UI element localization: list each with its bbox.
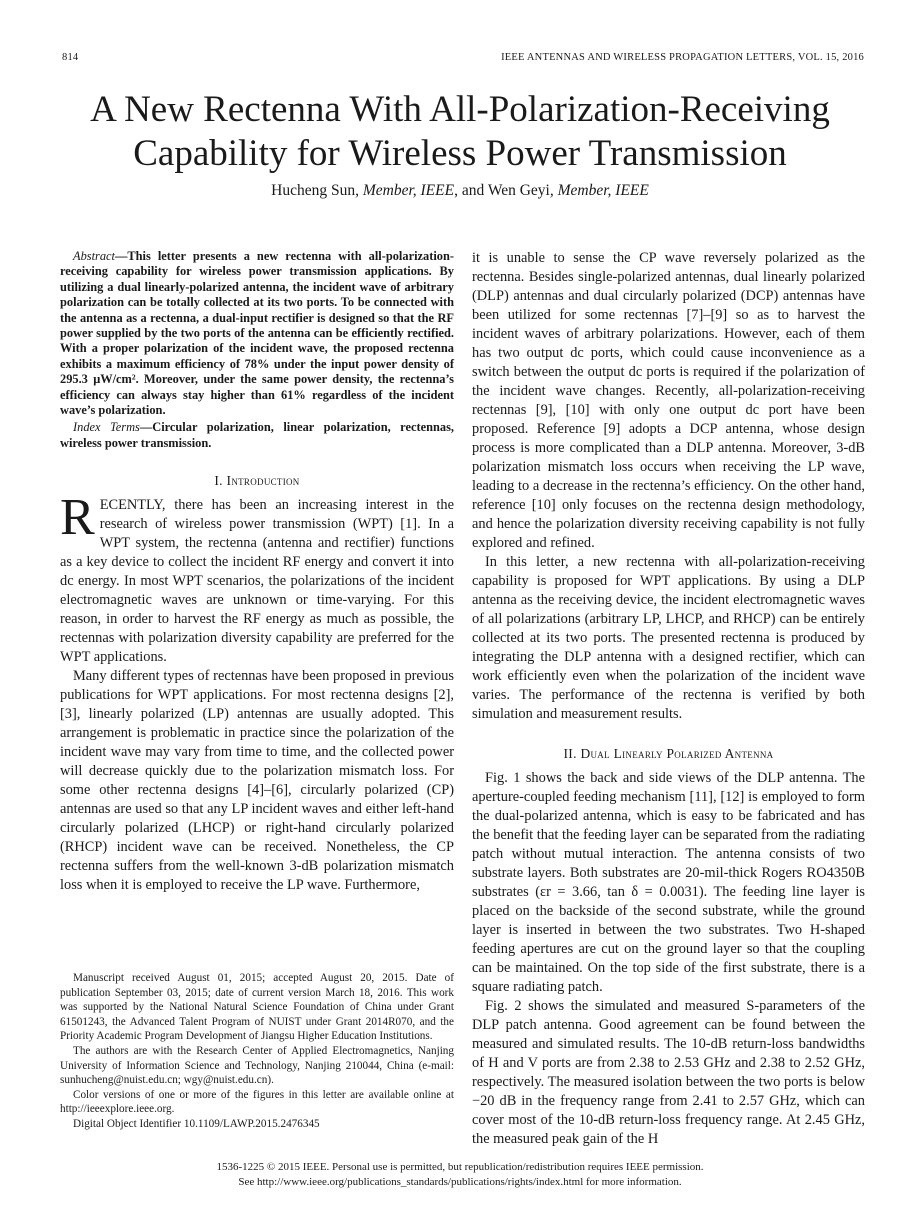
title-line-1: A New Rectenna With All-Polarization-Receiving: [90, 89, 830, 130]
intro-paragraph-2: Many different types of rectennas have been proposed in previous publications for WPT applications. For most rectenna designs [2], [3], linearly polarized (LP) antennas are usually adopted. This arrangement is problematic in practice since the polarization of the incident wave may vary from time to time, and the collected power will decrease quickly due to the polarization mismatch loss. For some other rectenna designs [4]–[6], circularly polarized (CP) antennas are used so that any LP incident waves and either left-hand circularly polarized (LHCP) or right-hand circularly polarized (RHCP) incident wave can be received. Nonetheless, the CP rectenna suffers from the well-known 3-dB polarization mismatch loss when it is employed to receive the LP wave. Furthermore,: [60, 668, 454, 894]
intro-paragraph-3: it is unable to sense the CP wave reversely polarized as the rectenna. Besides single-polarized antennas, dual linearly polarized (DLP) antennas and dual circularly polarized (DCP) antennas have been utilized for some rectennas [7]–[9] so as to harvest the incident waves of arbitrary polarizations. However, each of them has two output dc ports, which could cause inconvenience as a switch between the output dc ports is required if the polarization of the incident wave changes. Recently, all-polarization-receiving rectennas [9], [10] with only one output dc port have been proposed. Reference [9] adopts a DCP antenna, whose design process is more complicated than a DLP antenna. Moreover, 3-dB polarization mismatch loss occurs when receiving the LP wave, leading to a decrease in the rectenna’s efficiency. On the other hand, reference [10] only focuses on the rectenna design methodology, and hence the polarization diversity receiving capability is not fully explored and refined.: [472, 250, 865, 551]
section-1-heading: I. Introduction: [214, 473, 300, 489]
index-terms: [60, 420, 454, 451]
left-column: [60, 249, 454, 895]
copyright-line-1: 1536-1225 © 2015 IEEE. Personal use is permitted, but republication/redistribution requires IEEE permission.: [216, 1161, 704, 1173]
author-and: , and: [454, 182, 488, 199]
copyright-line-2: See http://www.ieee.org/publications_standards/publications/rights/index.html for more information.: [238, 1176, 682, 1188]
index-terms-label: Index Terms: [73, 420, 140, 435]
intro-paragraph-1-text: ECENTLY, there has been an increasing interest in the research of wireless power transmission (WPT) [1]. In a WPT system, the rectenna (antenna and rectifier) functions as a key device to collect the incident RF energy and convert it into dc energy. In most WPT scenarios, the polarizations of the incident electromagnetic waves are unknown or time-varying. For this reason, in order to harvest the RF energy as much as possible, the rectennas with polarization diversity capability are preferred for the WPT applications.: [60, 497, 454, 666]
footnote-doi: Digital Object Identifier 10.1109/LAWP.2015.2476345: [73, 1117, 320, 1130]
section-2-paragraph-1: Fig. 1 shows the back and side views of the DLP antenna. The aperture-coupled feeding mechanism [11], [12] is employed to form the dual-polarized antenna, which is easy to be fabricated and has the benefit that the feeding layer can be separated from the radiating patch without mutual interaction. The antenna consists of two substrate layers. Both substrates are 20-mil-thick Rogers RO4350B substrates (εr = 3.66, tan δ = 0.0031). The feeding line layer is placed on the backside of the second substrate, while the ground layer is inserted in between the two substrates. Two H-shaped feeding apertures are cut on the ground layer so that the coupling can be maintained. On the top side of the first substrate, there is a square radiating patch.: [472, 770, 865, 995]
running-header: [62, 52, 864, 63]
abstract-text: —This letter presents a new rectenna with all-polarization-receiving capability for wireless power transmission applications. By utilizing a dual linearly-polarized antenna, the incident wave of arbitrary polarization can be totally collected at its two ports. To be connected with the antenna as a rectenna, a dual-input rectifier is designed so that the RF power supplied by the two ports of the antenna can be efficiently rectified. With a proper polarization of the incident wave, the proposed rectenna exhibits a maximum efficiency of 78% under the input power density of 295.3 μW/cm². Moreover, under the same power density, the rectenna’s efficiency can always stay higher than 61% regardless of the incident wave’s polarization.: [60, 249, 454, 418]
drop-cap: R: [60, 489, 95, 547]
section-2-heading: II. Dual Linearly Polarized Antenna: [563, 746, 774, 761]
paper-title: [0, 88, 920, 176]
intro-paragraph-4: In this letter, a new rectenna with all-polarization-receiving capability is proposed for WPT applications. By using a DLP antenna as the receiving device, the incident electromagnetic waves of all polarizations (arbitrary LP, LHCP, and RHCP) can be entirely collected at its two ports. The presented rectenna is produced by integrating the DLP antenna with a designed rectifier, which can work efficiently even when the polarization of the incident wave varies. The performance of the rectenna is verified by both simulation and measurement results.: [472, 554, 865, 722]
page-number: 814: [62, 52, 79, 63]
index-terms-text: —Circular polarization, linear polarization, rectennas, wireless power transmission.: [60, 420, 454, 450]
footnote-manuscript: Manuscript received August 01, 2015; accepted August 20, 2015. Date of publication September 03, 2015; date of current version March 18, 2016. This work was supported by the National Natural Science Foundation of China under Grant 61501243, the Advanced Talent Program of NUIST under Grant 2014R070, and the Priority Academic Program Development of Jiangsu Higher Education Institutions.: [60, 972, 454, 1043]
journal-name: IEEE ANTENNAS AND WIRELESS PROPAGATION LETTERS, VOL. 15, 2016: [501, 52, 864, 63]
author-2: Wen Geyi: [487, 182, 550, 199]
footnote-affiliation: The authors are with the Research Center of Applied Electromagnetics, Nanjing University of Information Science and Technology, Nanjing 210044, China (e-mail: sunhucheng@nuist.edu.cn; wgy@nuist.edu.cn).: [60, 1044, 454, 1087]
copyright-notice: [0, 1160, 920, 1190]
abstract-label: Abstract: [73, 249, 115, 263]
abstract: [60, 249, 454, 418]
author-1: Hucheng Sun: [271, 182, 356, 199]
footnote-color: Color versions of one or more of the figures in this letter are available online at http://ieeexplore.ieee.org.: [60, 1088, 454, 1116]
author-line: [0, 182, 920, 200]
author-1-role: , Member, IEEE: [355, 182, 455, 199]
footnotes: [60, 971, 454, 1132]
section-2-paragraph-2: Fig. 2 shows the simulated and measured S-parameters of the DLP patch antenna. Good agreement can be found between the measured and simulated results. The 10-dB return-loss bandwidths of H and V ports are from 2.38 to 2.53 GHz and 2.38 to 2.52 GHz, respectively. The measured isolation between the two ports is below −20 dB in the frequency range from 2.41 to 2.57 GHz, which can cover most of the 10-dB return-loss frequency range. At 2.45 GHz, the measured peak gain of the H: [472, 998, 865, 1147]
right-column: [472, 249, 865, 1149]
author-2-role: , Member, IEEE: [549, 182, 649, 199]
title-line-2: Capability for Wireless Power Transmission: [133, 133, 787, 174]
intro-paragraph-1: [60, 489, 454, 667]
